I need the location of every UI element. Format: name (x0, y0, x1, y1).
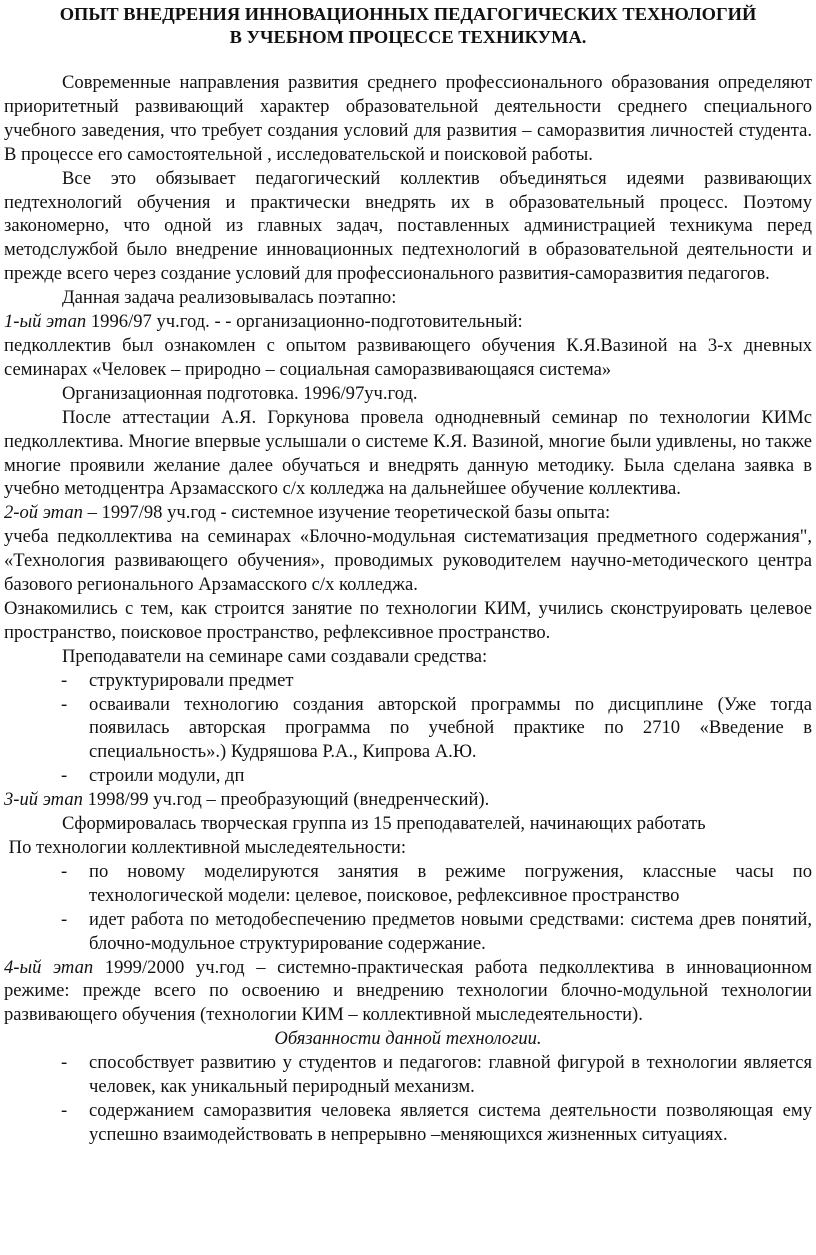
paragraph-creative-group: Сформировалась творческая группа из 15 преподавателей, начинающих работать (62, 813, 706, 835)
stage-1-label: 1-ый этап (4, 311, 87, 333)
paragraph-stages-intro: Данная задача реализовывалась поэтапно: (62, 287, 397, 309)
list-item: - по новому моделируются занятия в режиме погружения, классные часы по технологической модели: целевое, поисковое, рефлексивное пространство (89, 860, 812, 908)
paragraph-intro: Современные направления развития среднего профессионального образования определяют приоритетный развивающий характер образовательной деятельности среднего специального учебного заведения, что требует создания условий для развития – саморазвития личностей студента. В процессе его самостоятельной , исследовательской и поисковой работы. (4, 72, 812, 165)
section-heading-duties (4, 1027, 812, 1051)
paragraph-attestation: После аттестации А.Я. Горкунова провела однодневный семинар по технологии КИМс педколлектива. Многие впервые услышали о системе К.Я. Вазиной, многие были удивлены, но также многие проявили желание далее обучаться и внедрять данную методику. Была сделана заявка в учебно методцентра Арзамасского с/х колледжа на дальнейшее обучение коллектива. (4, 406, 812, 500)
paragraph-collective-thinking: По технологии коллективной мыследеятельности: (4, 837, 407, 858)
list-item: - содержанием саморазвития человека является система деятельности позволяющая ему успешно взаимодействовать в непрерывно –меняющихся жизненных ситуациях. (89, 1099, 812, 1147)
list-item: - строили модули, дп (89, 764, 812, 788)
stage-1 (4, 310, 812, 334)
paragraph-kim-lessons: Ознакомились с тем, как строится занятие по технологии КИМ, учились сконструировать целевое пространство, поисковое пространство, рефлексивное пространство. (4, 597, 812, 643)
paragraph-obligation: Все это обязывает педагогический коллектив объединяться идеями развивающих педтехнологий обучения и практически внедрять их в образовательный процесс. Поэтому закономерно, что одной из главных задач, поставленных администрацией техникума перед методслужбой было внедрение инновационных педтехнологий в образовательной деятельности и прежде всего через создание условий для профессионального развития-саморазвития педагогов. (4, 167, 812, 285)
stage-4-text: 1999/2000 уч.год – системно-практическая работа педколлектива в инновационном режиме: прежде всего по освоению и внедрению технологии блочно-модульной технологии развивающего обучения (технологии КИМ – коллективной мыследеятельности). (4, 956, 812, 1026)
paragraph-org-prep: Организационная подготовка. 1996/97уч.год. (62, 382, 418, 404)
list-collective-work (4, 860, 812, 956)
stage-3-label: 3-ий этап (4, 789, 83, 811)
section-heading-duties-text: Обязанности данной технологии. (274, 1028, 542, 1050)
stage-2-label: 2-ой этап (4, 502, 83, 524)
list-teacher-means (4, 669, 812, 789)
paragraph-seminar-intro: педколлектив был ознакомлен с опытом развивающего обучения К.Я.Вазиной на 3-х дневных семинарах «Человек – природно – социальная саморазвивающаяся система» (4, 334, 812, 380)
list-item: - структурировали предмет (89, 669, 812, 693)
stage-1-text: 1996/97 уч.год. - - организационно-подготовительный: (86, 311, 523, 333)
stage-2 (4, 501, 812, 525)
stage-3-text: 1998/99 уч.год – преобразующий (внедренческий). (82, 789, 490, 811)
stage-4-label: 4-ый этап (4, 956, 94, 978)
title-line-1: ОПЫТ ВНЕДРЕНИЯ ИННОВАЦИОННЫХ ПЕДАГОГИЧЕСКИХ ТЕХНОЛОГИЙ (59, 4, 757, 24)
list-technology-duties (4, 1051, 812, 1147)
document-title (4, 3, 812, 49)
stage-2-text: – 1997/98 уч.год - системное изучение теоретической базы опыта: (82, 502, 611, 524)
stage-4 (4, 956, 812, 1028)
list-item: - осваивали технологию создания авторской программы по дисциплине (Уже тогда появилась авторская программа по учебной практике по 2710 «Введение в специальность».) Кудряшова Р.А., Кипрова А.Ю. (89, 693, 812, 765)
list-item: - идет работа по методобеспечению предметов новыми средствами: система древ понятий, блочно-модульное структурирование содержание. (89, 908, 812, 956)
title-line-2: В УЧЕБНОМ ПРОЦЕССЕ ТЕХНИКУМА. (229, 27, 587, 47)
paragraph-teachers-created: Преподаватели на семинаре сами создавали средства: (62, 645, 488, 667)
paragraph-seminars: учеба педколлектива на семинарах «Блочно-модульная систематизация предметного содержания", «Технология развивающего обучения», проводимых руководителем научно-методического центра базового регионального Арзамасского с/х колледжа. (4, 526, 812, 596)
stage-3 (4, 788, 812, 812)
list-item: - способствует развитию у студентов и педагогов: главной фигурой в технологии является человек, как уникальный периродный механизм. (89, 1051, 812, 1099)
